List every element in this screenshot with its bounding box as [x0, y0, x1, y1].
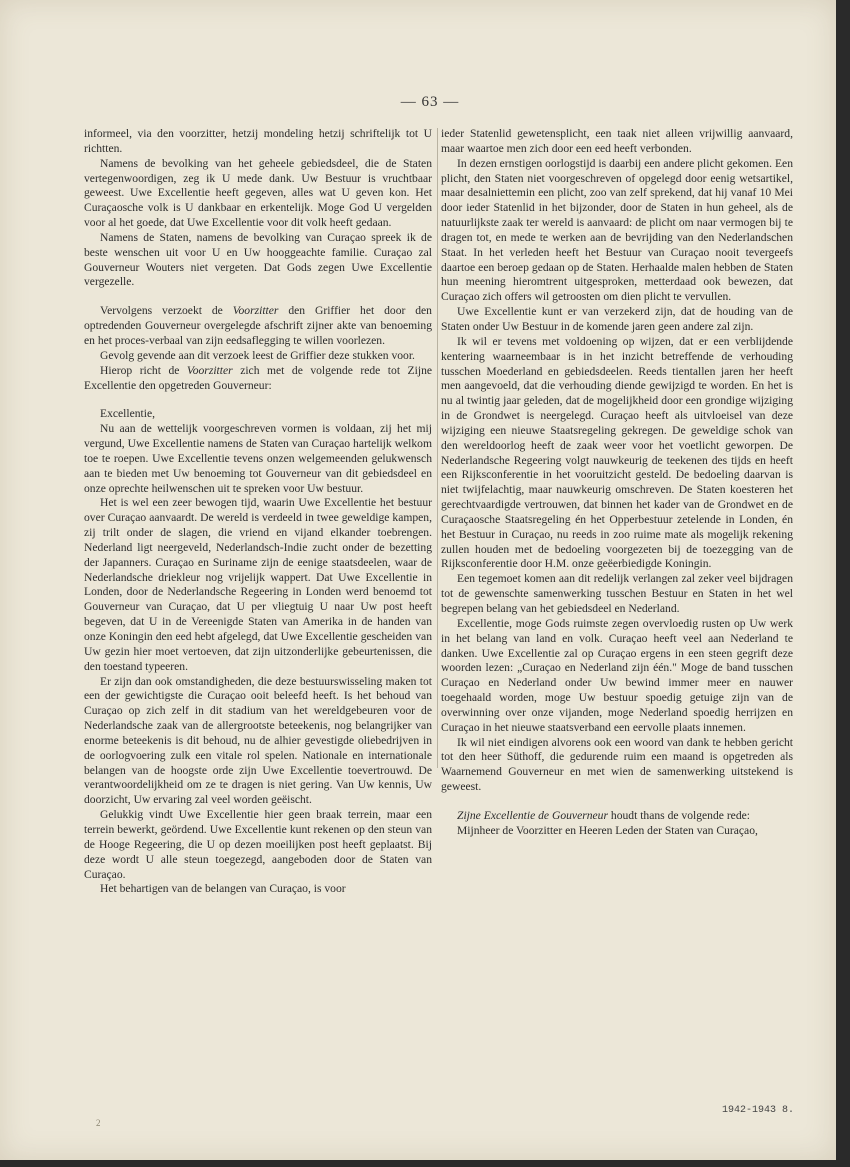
paragraph: Ik wil er tevens met voldoening op wijzen, dat er een verblijdende kentering waarneembaar is in het inzicht betreffende de verhouding tusschen Moederland en gebiedsdeelen. Reeds tientallen jaren her heeft men aangevoeld, dat die verhouding diende gewijzigd te worden. En het is nu al twintig jaar geleden, dat de mogelijkheid door een grondige wijziging in de Grondwet is neergelegd. Curaçao heeft als uitvloeisel van deze wijziging een nieuwe Staatsregeling gekregen. De geweldige schok van den wereldoorlog heeft de zaak weer voor het voetlicht geworpen. De Nederlandsche Regeering volgt nauwkeurig de teekenen des tijds en heeft een Rijksconferentie in het vooruitzicht gesteld. De bedoeling daarvan is niet twijfelachtig, maar nauwkeurig omschreven. De Staten koesteren het gerechtvaardigde vertrouwen, dat binnen het kader van de Grondwet en de Curaçaosche Staatsregeling én het Opperbestuur zetelende in Londen, én het Bestuur in Curaçao, nu reeds in zoo ruime mate als mogelijk rekening zullen houden met de bedoeling voorgezeten bij de toezegging van de Rijksconferentie door H.M. onze geëerbiedigde Koningin.: [441, 334, 793, 571]
paragraph: ieder Statenlid gewetensplicht, een taak niet alleen vrijwillig aanvaard, maar waartoe men zich door een eed heeft verbonden.: [441, 127, 793, 155]
paragraph: Vervolgens verzoekt de Voorzitter den Griffier het door den optredenden Gouverneur overgelegde afschrift zijner akte van benoeming en het proces-verbaal van zijn eedsaflegging te willen voorlezen.: [84, 304, 432, 347]
paragraph: Namens de bevolking van het geheele gebiedsdeel, die de Staten vertegenwoordigen, zeg ik U mede dank. Uw Bestuur is vruchtbaar geweest. Uwe Excellentie heeft gegeven, alles wat U geven kon. Het Curaçaosche volk is U dankbaar en erkentelijk. Moge God U vergelden voor al het goede, dat Uwe Excellentie voor dit volk heeft gedaan.: [84, 156, 432, 230]
column-divider: [437, 128, 438, 768]
paragraph: Mijnheer de Voorzitter en Heeren Leden der Staten van Curaçao,: [457, 823, 758, 837]
paragraph: Gelukkig vindt Uwe Excellentie hier geen braak terrein, maar een terrein bewerkt, geördend. Uwe Excellentie kunt rekenen op den steun van de Hooge Regeering, die U op dezen moeilijken post heeft geplaatst. Bij deze wordt U alle steun toegezegd, aangeboden door de Staten van Curaçao.: [84, 808, 432, 881]
paragraph: Gevolg gevende aan dit verzoek leest de Griffier deze stukken voor.: [100, 348, 415, 362]
footer-mark: 2: [96, 1118, 101, 1128]
page-number: — 63 —: [400, 94, 460, 110]
salutation: Excellentie,: [100, 407, 156, 421]
right-column: [441, 127, 793, 839]
paragraph: Het behartigen van de belangen van Curaçao, is voor: [100, 882, 346, 896]
paragraph: Uwe Excellentie kunt er van verzekerd zijn, dat de houding van de Staten onder Uw Bestuur in de komende jaren geen andere zal zijn.: [441, 305, 793, 333]
archive-code: 1942-1943 8.: [722, 1105, 795, 1116]
paragraph: Hierop richt de Voorzitter zich met de volgende rede tot Zijne Excellentie den opgetreden Gouverneur:: [84, 363, 433, 392]
speaker-name: Voorzitter: [232, 304, 279, 318]
paragraph: Een tegemoet komen aan dit redelijk verlangen zal zeker veel bijdragen tot de gewenschte samenwerking tusschen Bestuur en Staten in het wel begrepen belang van het gebiedsdeel en Nederland.: [441, 572, 793, 615]
paragraph: Namens de Staten, namens de bevolking van Curaçao spreek ik de beste wenschen uit voor U en Uw hooggeachte familie. Curaçao zal Gouverneur Wouters niet vergeten. Dat Gods zegen Uwe Excellentie vergezelle.: [84, 230, 432, 289]
scan-background: [836, 0, 850, 1167]
paragraph: In dezen ernstigen oorlogstijd is daarbij een andere plicht gekomen. Een plicht, den Staten niet voorgeschreven of opgelegd door eenig wetsartikel, maar desalniettemin een plicht, zoo van zelf sprekend, dat hij vanaf 10 Mei door ieder Statenlid in het bijzonder, door de Staten in hun geheel, als de natuurlijkste zaak ter wereld is aanvaard: de plicht om naar vermogen bij te dragen tot, en mede te werken aan de bevrijding van den Nederlandschen Staat. In het verleden heeft het Bestuur van Curaçao nooit tevergeefs daartoe een beroep gedaan op de Staten. Herhaalde malen hebben de Staten hun meening hieromtrent uitgesproken, metterdaad ook bewezen, dat Curaçao zich offers wil getroosten om dien plicht te vervullen.: [441, 156, 793, 304]
speaker-name: Zijne Excellentie de Gouverneur: [457, 808, 608, 822]
paragraph: Nu aan de wettelijk voorgeschreven vormen is voldaan, zij het mij vergund, Uwe Excellentie namens de Staten van Curaçao hartelijk welkom toe te roepen. Uwe Excellentie tevens onzen welgemeenden gelukwensch aan te bieden met Uw benoeming tot Gouverneur van dit gebiedsdeel en onze oprechte heilwenschen uit te spreken voor Uw bestuur.: [84, 422, 432, 495]
paragraph: Excellentie, moge Gods ruimste zegen overvloedig rusten op Uw werk in het belang van land en volk. Curaçao heeft veel aan Nederland te danken. Uwe Excellentie zal op Curaçao ergens in een steen gegrift deze woorden lezen: „Curaçao en Nederland zijn één." Moge de band tusschen Curaçao en Nederland onder Uw bewind immer meer en nauwer toegehaald worden, moge Uw bestuur spoedig getuige zijn van de overwinning over onze vijanden, moge Nederland spoedig herrijzen en Curaçao in het nieuwe staatsverband een eervolle plaats innemen.: [441, 616, 793, 734]
left-column: [84, 127, 432, 897]
paragraph: informeel, via den voorzitter, hetzij mondeling hetzij schriftelijk tot U richtten.: [84, 127, 432, 155]
paragraph: Het is wel een zeer bewogen tijd, waarin Uwe Excellentie het bestuur over Curaçao aanvaardt. De wereld is verdeeld in twee geweldige kampen, zij trilt onder de slagen, die vriend en vijand elkander toebrengen. Nederland ligt neergeveld, Nederlandsch-Indie zucht onder de bezetting der Japanners. Curaçao en Suriname zijn de eenige staatsdeelen, waar de Nederlandsche driekleur nog vrijelijk wappert. Dat Uwe Excellentie in Londen, door de Nederlandsche Regeering in Londen werd benoemd tot Gouverneur van Curaçao, dat U per vliegtuig U naar Uw post heeft begeven, dat U in de Vereenigde Staten van Amerika in de handen van onze Koningin den eed hebt afgelegd, dat Uwe Excellentie gescheiden van Uw gezin hier moet vertoeven, dat zijn uitzonderlijke gebeurtenissen, die den toestand typeeren.: [84, 496, 432, 673]
paragraph: Ik wil niet eindigen alvorens ook een woord van dank te hebben gericht tot den heer Süthoff, die gedurende ruim een maand is opgetreden als Waarnemend Gouverneur en met wien de samenwerking uitstekend is geweest.: [441, 735, 793, 794]
paragraph: Zijne Excellentie de Gouverneur houdt thans de volgende rede:: [457, 808, 750, 822]
speaker-name: Voorzitter: [186, 363, 233, 377]
paragraph: Er zijn dan ook omstandigheden, die deze bestuurswisseling maken tot een der gewichtigste die Curaçao ooit beleefd heeft. Is het behoud van Curaçao op zich zelf in dit stadium van het wereldgebeuren voor de Nederlandsche zaak van de allergrootste beteekenis, nog belangrijker van enorme beteekenis is dit behoud, nu de alhier gevestigde oliebedrijven in de oorlogvoering zulk een vitale rol spelen. Nationale en internationale belangen van de hoogste orde zijn Uwe Excellentie toevertrouwd. De verantwoordelijkheid om ze te dragen is niet gering. Van Uw kennis, Uw doorzicht, Uw ervaring zal veel worden geëischt.: [84, 674, 432, 807]
